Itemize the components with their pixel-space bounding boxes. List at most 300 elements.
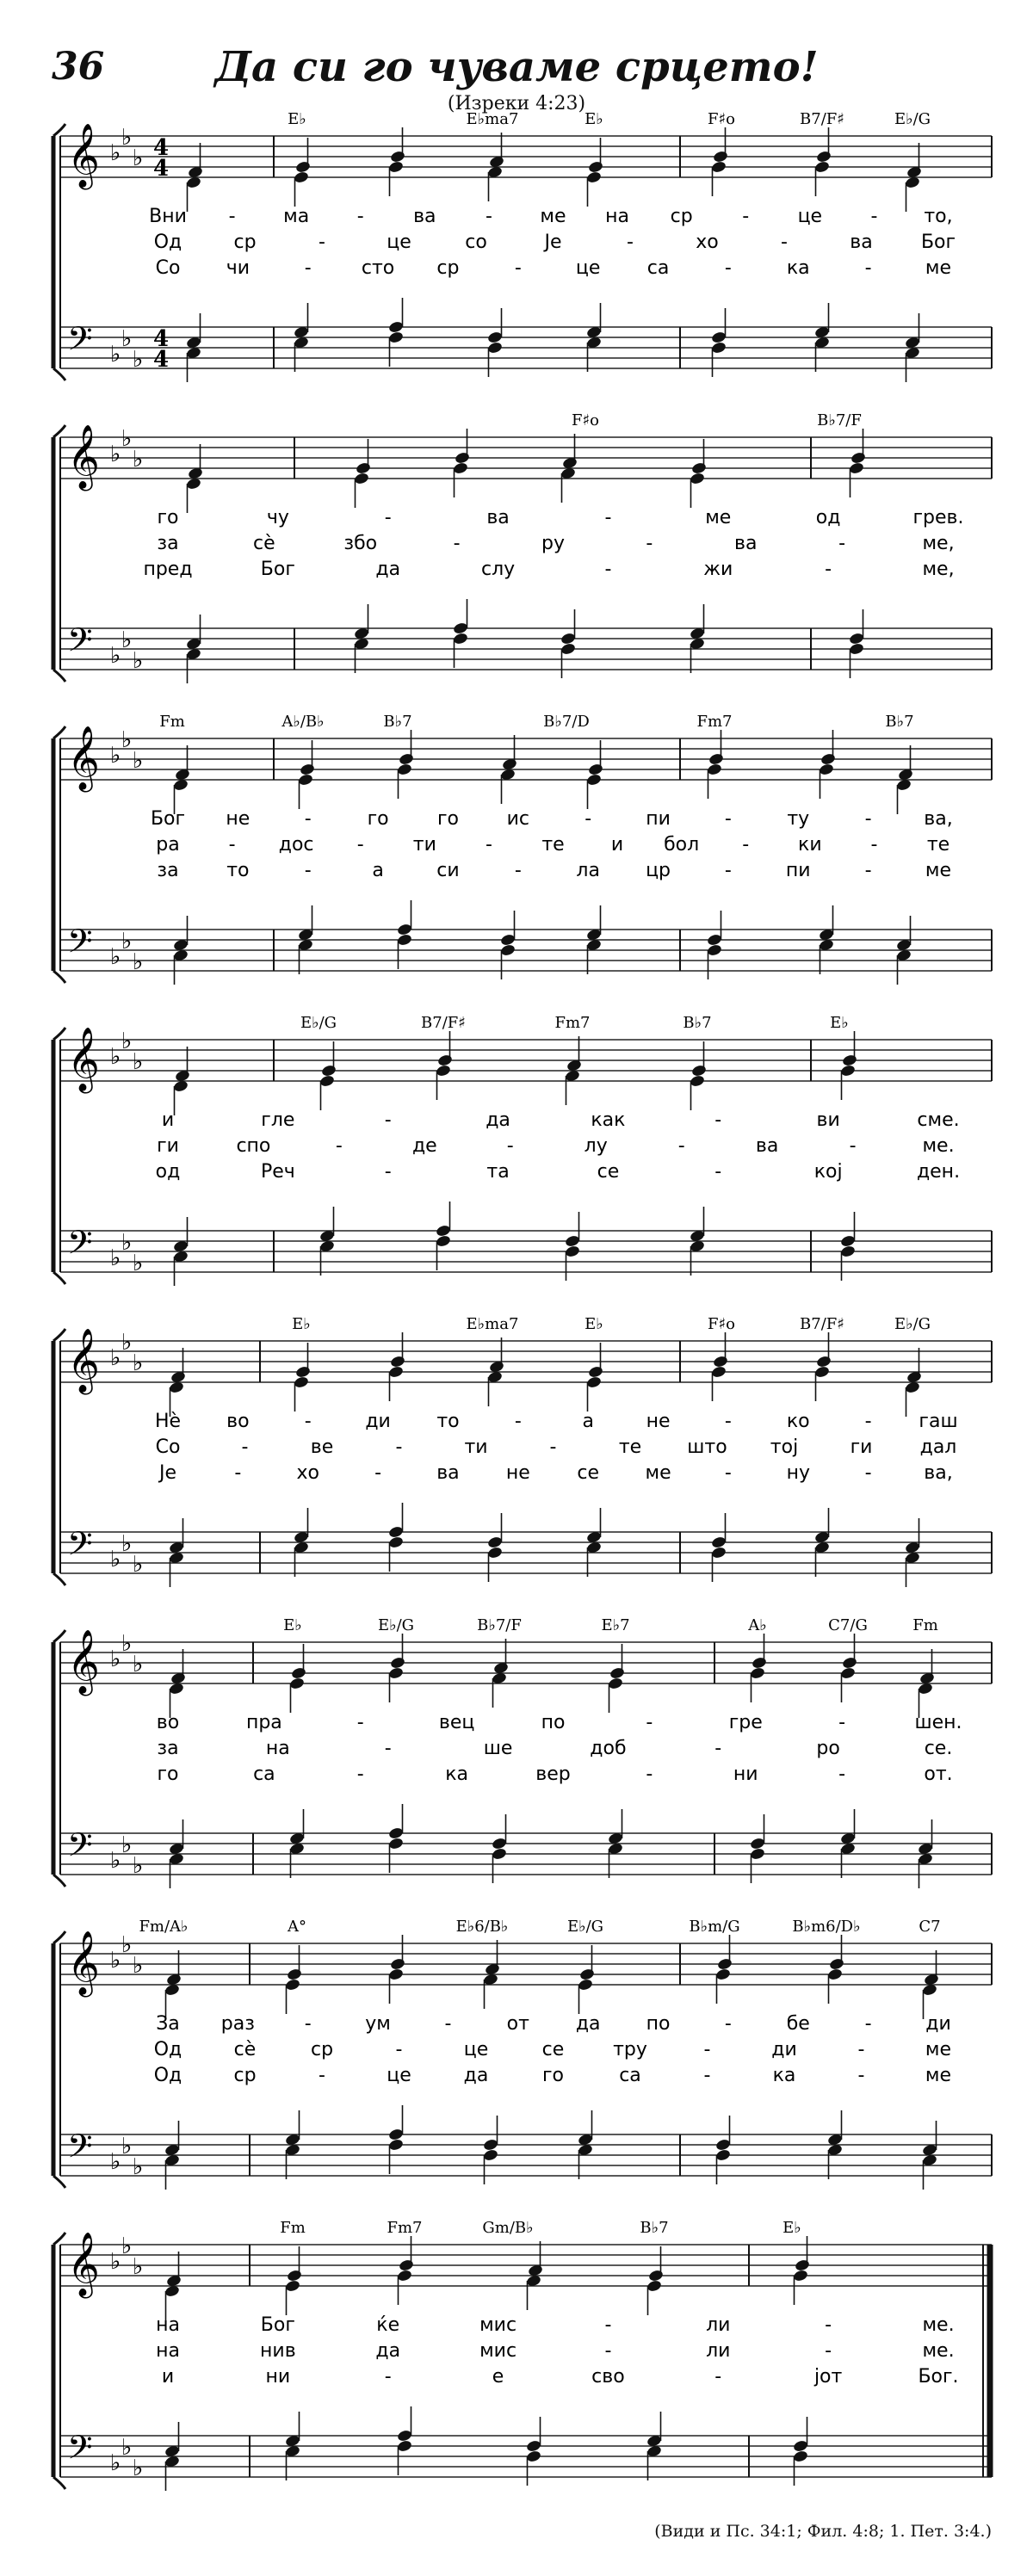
lyric-syllable: ср (670, 206, 693, 227)
lyric-syllable: кој (813, 1161, 843, 1183)
lyric-syllable: це (387, 232, 411, 253)
treble-note (711, 160, 727, 174)
lyric-syllable: ше (483, 1738, 513, 1759)
lyric-syllable: се (597, 1161, 620, 1183)
treble-clef: 𝄞 (67, 1028, 100, 1091)
bracket-bottom (53, 1573, 65, 1585)
treble-note (849, 461, 865, 475)
system-2 (53, 411, 992, 683)
lyric-syllable: ли (706, 2340, 731, 2362)
lyric-syllable: не (226, 808, 251, 830)
lyric-syllable: от. (924, 1764, 953, 1785)
lyric-syllable: на (156, 2314, 180, 2336)
chord-symbol: B♭7/F (477, 1616, 522, 1634)
treble-note (397, 763, 413, 776)
lyric-syllable: - (485, 834, 492, 856)
lyric-syllable: Бог (260, 2314, 295, 2336)
key-signature-flat: ♭ (110, 1245, 121, 1271)
lyric-syllable: - (485, 206, 492, 227)
lyric-syllable: по (541, 1712, 566, 1733)
chord-symbol: E♭/G (300, 1014, 337, 1032)
chord-symbol: Fm (159, 713, 185, 731)
lyric-syllable: - (395, 1436, 403, 1458)
lyric-syllable: ва (413, 206, 436, 227)
lyric-syllable: што (687, 1436, 727, 1458)
chord-symbol: B♭7/D (543, 713, 590, 731)
lyric-syllable: те (926, 834, 950, 856)
treble-note (399, 752, 415, 766)
chord-symbol: A° (288, 1918, 306, 1936)
treble-note (829, 1957, 845, 1971)
bass-note (397, 2439, 413, 2453)
lyric-syllable: - (646, 1712, 653, 1733)
lyric-syllable: - (304, 2013, 312, 2035)
treble-note (840, 1666, 857, 1680)
lyric-syllable: - (444, 2013, 452, 2035)
lyric-syllable: Бог (150, 808, 186, 830)
lyric-syllable: не (646, 1411, 671, 1432)
system-3 (53, 713, 992, 985)
lyric-syllable: - (849, 1135, 857, 1157)
lyric-syllable: - (356, 1764, 364, 1785)
bass-note (849, 642, 865, 656)
key-signature-flat: ♭ (133, 347, 144, 373)
treble-clef: 𝄞 (67, 726, 100, 790)
treble-note (390, 1656, 406, 1670)
chord-symbol: B♭7 (383, 713, 412, 731)
key-signature-flat: ♭ (133, 145, 144, 171)
bass-note (711, 1546, 727, 1560)
key-signature-flat: ♭ (110, 2450, 121, 2476)
bass-note (750, 1847, 766, 1861)
key-signature-flat: ♭ (110, 1646, 121, 1672)
lyric-syllable: - (870, 834, 878, 856)
treble-note (708, 752, 725, 766)
lyric-syllable: та (486, 1161, 510, 1183)
bass-note (397, 923, 413, 936)
lyric-syllable: пи (646, 808, 671, 830)
lyric-syllable: Бог (920, 232, 956, 253)
treble-note (608, 1677, 624, 1690)
chord-symbol: B7/F♯ (800, 1315, 844, 1333)
treble-note (586, 170, 603, 184)
chord-symbol: Fm/A♭ (139, 1918, 189, 1936)
time-signature-bottom: 4 (153, 347, 170, 373)
treble-note (713, 1355, 729, 1368)
lyric-syllable: ти (412, 834, 436, 856)
lyric-syllable: - (395, 2039, 403, 2060)
lyric-syllable: и (161, 2366, 175, 2388)
lyric-syllable: мис (479, 2340, 517, 2362)
treble-note (388, 1666, 405, 1680)
lyric-syllable: ме (925, 2065, 952, 2086)
lyric-syllable: ќе (376, 2314, 400, 2336)
chord-symbol: E♭ (585, 110, 603, 128)
chord-symbol: A♭ (748, 1616, 767, 1634)
treble-note (295, 1365, 312, 1379)
chord-symbol: B♭m6/D♭ (792, 1918, 861, 1936)
lyric-syllable: јот (813, 2366, 843, 2388)
key-signature-flat: ♭ (133, 949, 144, 975)
bass-clef: 𝄢 (67, 2428, 93, 2474)
lyric-syllable: - (724, 1411, 732, 1432)
lyric-syllable: тру (613, 2039, 647, 2060)
lyric-syllable: ср (233, 232, 257, 253)
lyric-syllable: ма (283, 206, 310, 227)
lyric-syllable: чу (266, 507, 289, 528)
lyric-syllable: - (857, 2039, 865, 2060)
lyric-syllable: од (155, 1161, 181, 1183)
lyric-syllable: шен. (914, 1712, 962, 1733)
lyric-syllable: ли (706, 2314, 731, 2336)
bass-clef: 𝄢 (67, 1223, 93, 1269)
treble-note (851, 451, 867, 465)
lyric-syllable: на (265, 1738, 290, 1759)
lyric-syllable: доб (590, 1738, 627, 1759)
lyric-syllable: ди (365, 1411, 391, 1432)
key-signature-flat: ♭ (110, 442, 121, 467)
lyric-syllable: за (157, 1738, 179, 1759)
system-6 (53, 1616, 992, 1888)
bass-note (526, 2449, 542, 2463)
lyric-syllable: не (505, 1462, 530, 1484)
lyric-syllable: - (742, 206, 750, 227)
treble-note (820, 752, 837, 766)
lyric-syllable: - (514, 860, 522, 881)
lyric-syllable: - (838, 1764, 846, 1785)
bass-note (436, 1234, 452, 1248)
lyric-syllable: - (384, 2366, 392, 2388)
bass-note (388, 2128, 405, 2141)
lyric-syllable: ко (786, 1411, 810, 1432)
key-signature-flat: ♭ (121, 326, 133, 352)
lyric-syllable: це (463, 2039, 489, 2060)
treble-note (646, 2279, 663, 2293)
treble-clef: 𝄞 (67, 1630, 100, 1694)
lyric-syllable: ср (436, 257, 460, 279)
chord-symbol: B♭7 (885, 713, 914, 731)
lyric-syllable: ср (310, 2039, 334, 2060)
bracket-bottom (53, 1875, 65, 1887)
bracket-top (53, 124, 65, 136)
lyric-syllable: а (582, 1411, 594, 1432)
lyric-syllable: да (486, 1109, 510, 1131)
key-signature-flat: ♭ (110, 342, 121, 368)
lyric-syllable: дал (919, 1436, 957, 1458)
treble-note (319, 1074, 336, 1088)
bass-note (487, 1535, 504, 1549)
key-signature-flat: ♭ (110, 1044, 121, 1070)
lyric-syllable: - (703, 2039, 711, 2060)
treble-note (793, 2269, 809, 2283)
lyric-syllable: дос (278, 834, 314, 856)
chord-symbol: E♭/G (377, 1616, 415, 1634)
bracket-top (53, 425, 65, 437)
chord-symbol: E♭/G (566, 1918, 604, 1936)
treble-note (819, 763, 835, 776)
lyric-syllable: го (157, 1764, 179, 1785)
lyric-syllable: - (228, 834, 236, 856)
treble-note (294, 1375, 310, 1389)
treble-note (827, 1968, 844, 1981)
lyric-syllable: ме. (922, 2340, 955, 2362)
key-signature-flat: ♭ (110, 1948, 121, 1974)
lyric-syllable: сѐ (233, 2039, 257, 2060)
bracket-top (53, 2233, 65, 2245)
lyric-syllable: Реч (260, 1161, 295, 1183)
system-4 (53, 1014, 992, 1286)
treble-note (388, 1365, 405, 1379)
chord-symbol: F♯o (571, 411, 600, 429)
key-signature-flat: ♭ (133, 648, 144, 674)
lyric-syllable: бе (786, 2013, 810, 2035)
lyric-syllable: си (436, 860, 460, 881)
system-7 (53, 1918, 992, 2190)
lyric-syllable: во (226, 1411, 250, 1432)
lyric-syllable: ра (156, 834, 180, 856)
treble-note (707, 763, 723, 776)
treble-note (814, 1365, 831, 1379)
lyric-syllable: вер (535, 1764, 571, 1785)
lyric-syllable: ги (850, 1436, 873, 1458)
treble-clef: 𝄞 (67, 1931, 100, 1995)
lyric-syllable: ис (506, 808, 530, 830)
chord-symbol: C7 (919, 1918, 941, 1936)
bass-note (707, 943, 723, 957)
lyric-syllable: го (541, 2065, 565, 2086)
treble-note (842, 1656, 858, 1670)
lyric-syllable: збо (343, 533, 378, 554)
lyric-syllable: Бог (260, 559, 295, 580)
treble-note (691, 1064, 708, 1078)
lyric-syllable: - (384, 1738, 392, 1759)
lyric-syllable: спо (236, 1135, 271, 1157)
bracket-bottom (53, 368, 65, 380)
lyric-syllable: ки (798, 834, 822, 856)
key-signature-flat: ♭ (133, 1652, 144, 1677)
chord-symbol: B♭m/G (689, 1918, 740, 1936)
treble-note (648, 2269, 665, 2283)
treble-note (578, 1978, 594, 1992)
key-signature-flat: ♭ (110, 743, 121, 769)
key-signature-flat: ♭ (110, 1345, 121, 1371)
lyric-syllable: то (226, 860, 250, 881)
lyric-syllable: ва (436, 1462, 460, 1484)
lyric-syllable: - (319, 2065, 325, 2086)
chord-symbol: E♭/G (894, 1315, 931, 1333)
lyric-syllable: - (374, 1462, 382, 1484)
lyric-syllable: - (304, 1411, 312, 1432)
chord-symbol: E♭ (292, 1315, 311, 1333)
treble-note (814, 160, 831, 174)
treble-note (690, 472, 706, 485)
bass-note (487, 1546, 504, 1560)
lyric-syllable: - (825, 2340, 832, 2362)
key-signature-flat: ♭ (121, 426, 133, 452)
lyric-syllable: - (356, 834, 364, 856)
chord-symbol: Fm (280, 2219, 306, 2237)
key-signature-flat: ♭ (133, 748, 144, 774)
lyric-syllable: це (797, 206, 823, 227)
treble-note (453, 461, 469, 475)
lyric-syllable: - (714, 2366, 722, 2388)
lyric-syllable: - (724, 860, 732, 881)
key-signature-flat: ♭ (121, 125, 133, 151)
lyric-syllable: Вни (149, 206, 187, 227)
lyric-syllable: ва (755, 1135, 779, 1157)
lyric-syllable: да (575, 2013, 601, 2035)
treble-note (397, 2269, 413, 2283)
lyric-syllable: са (646, 257, 670, 279)
chord-symbol: B♭7 (683, 1014, 712, 1032)
lyric-syllable: - (714, 1738, 722, 1759)
lyric-syllable: сме. (917, 1109, 960, 1131)
treble-note (390, 150, 406, 164)
lyric-syllable: на (156, 2340, 180, 2362)
lyric-syllable: ме, (922, 559, 955, 580)
lyric-syllable: - (319, 232, 325, 253)
treble-note (285, 2279, 301, 2293)
lyric-syllable: чи (226, 257, 251, 279)
bass-note (565, 1245, 581, 1258)
treble-note (690, 1074, 706, 1088)
lyric-syllable: се (541, 2039, 565, 2060)
lyric-syllable: - (864, 1411, 872, 1432)
chord-symbol: F♯o (707, 110, 736, 128)
treble-note (437, 1053, 454, 1067)
lyric-syllable: - (384, 1161, 392, 1183)
lyric-syllable: це (575, 257, 601, 279)
treble-note (840, 1064, 857, 1078)
key-signature-flat: ♭ (110, 1547, 121, 1572)
treble-note (717, 1957, 733, 1971)
treble-note (390, 1355, 406, 1368)
lyric-syllable: - (838, 533, 846, 554)
lyric-syllable: - (864, 1462, 872, 1484)
treble-note (295, 160, 312, 174)
key-signature-flat: ♭ (121, 1531, 133, 1557)
lyric-syllable: - (514, 1411, 522, 1432)
bass-note (715, 2138, 732, 2152)
key-signature-flat: ♭ (133, 1049, 144, 1075)
treble-note (586, 773, 603, 787)
lyric-syllable: ту (787, 808, 810, 830)
treble-note (287, 2269, 303, 2283)
lyric-syllable: са (253, 1764, 275, 1785)
lyric-syllable: - (724, 808, 732, 830)
chord-symbol: F♯o (707, 1315, 736, 1333)
lyric-syllable: сѐ (253, 533, 275, 554)
lyric-syllable: це (387, 2065, 411, 2086)
bass-note (565, 1234, 581, 1248)
lyric-syllable: - (241, 1436, 249, 1458)
lyric-syllable: ро (816, 1738, 840, 1759)
bass-clef: 𝄢 (67, 1524, 93, 1571)
bass-note (711, 341, 727, 355)
key-signature-flat: ♭ (121, 1932, 133, 1958)
bracket-bottom (53, 2477, 65, 2489)
lyric-syllable: Је (544, 232, 562, 253)
treble-clef: 𝄞 (67, 124, 100, 188)
lyric-syllable: бол (664, 834, 700, 856)
lyric-syllable: го (157, 507, 179, 528)
chord-symbol: E♭/G (894, 110, 931, 128)
bass-note (750, 1837, 766, 1850)
lyric-syllable: Нѐ (154, 1411, 182, 1432)
lyric-syllable: ме. (922, 2314, 955, 2336)
lyric-syllable: гаш (919, 1411, 958, 1432)
lyric-syllable: гле (261, 1109, 295, 1131)
lyric-syllable: сто (361, 257, 395, 279)
bass-clef: 𝄢 (67, 1825, 93, 1872)
lyric-syllable: од (815, 507, 841, 528)
bass-note (560, 632, 577, 646)
lyric-syllable: да (463, 2065, 489, 2086)
system-5 (53, 1315, 992, 1587)
chord-symbol: E♭ (830, 1014, 849, 1032)
lyric-syllable: - (604, 559, 612, 580)
lyric-syllable: - (627, 232, 634, 253)
bass-note (397, 2429, 413, 2443)
bass-note (793, 2449, 809, 2463)
lyric-syllable: Со (155, 1436, 181, 1458)
bass-note (487, 330, 504, 344)
key-signature-flat: ♭ (121, 727, 133, 753)
lyric-syllable: ме (925, 257, 952, 279)
treble-note (287, 1968, 303, 1981)
bass-note (483, 2138, 499, 2152)
key-signature-flat: ♭ (133, 1953, 144, 1979)
lyric-syllable: ти (464, 1436, 488, 1458)
bass-note (453, 632, 469, 646)
lyric-syllable: - (724, 2013, 732, 2035)
time-signature-top: 4 (153, 135, 170, 161)
treble-note (816, 150, 832, 164)
lyric-syllable: ва, (924, 1462, 953, 1484)
lyric-syllable: е (492, 2366, 504, 2388)
bass-note (483, 2148, 499, 2162)
chord-symbol: E♭ (585, 1315, 603, 1333)
lyric-syllable: те (541, 834, 565, 856)
treble-clef: 𝄞 (67, 425, 100, 489)
treble-note (354, 472, 370, 485)
lyric-syllable: За (156, 2013, 180, 2035)
lyric-syllable: - (838, 1712, 846, 1733)
lyric-syllable: пред (143, 559, 193, 580)
chord-symbol: Fm7 (696, 713, 733, 731)
bass-note (492, 1837, 508, 1850)
chord-symbol: E♭7 (601, 1616, 630, 1634)
lyric-syllable: ва, (924, 808, 953, 830)
key-signature-flat: ♭ (133, 2254, 144, 2280)
lyric-syllable: да (375, 559, 401, 580)
key-signature-flat: ♭ (121, 1832, 133, 1858)
lyric-syllable: ме, (922, 533, 955, 554)
key-signature-flat: ♭ (121, 2233, 133, 2259)
lyric-syllable: ден. (916, 1161, 961, 1183)
lyric-syllable: са (619, 2065, 641, 2086)
treble-note (388, 160, 405, 174)
bracket-bottom (53, 971, 65, 983)
lyric-syllable: - (864, 808, 872, 830)
lyric-syllable: - (585, 808, 592, 830)
lyric-syllable: ва (734, 533, 758, 554)
lyric-syllable: ме (925, 2039, 952, 2060)
hymn-title: Да си го чуваме срцето! (214, 43, 819, 91)
lyric-syllable: - (604, 2340, 612, 2362)
lyric-syllable: - (514, 257, 522, 279)
lyric-syllable: - (825, 2314, 832, 2336)
